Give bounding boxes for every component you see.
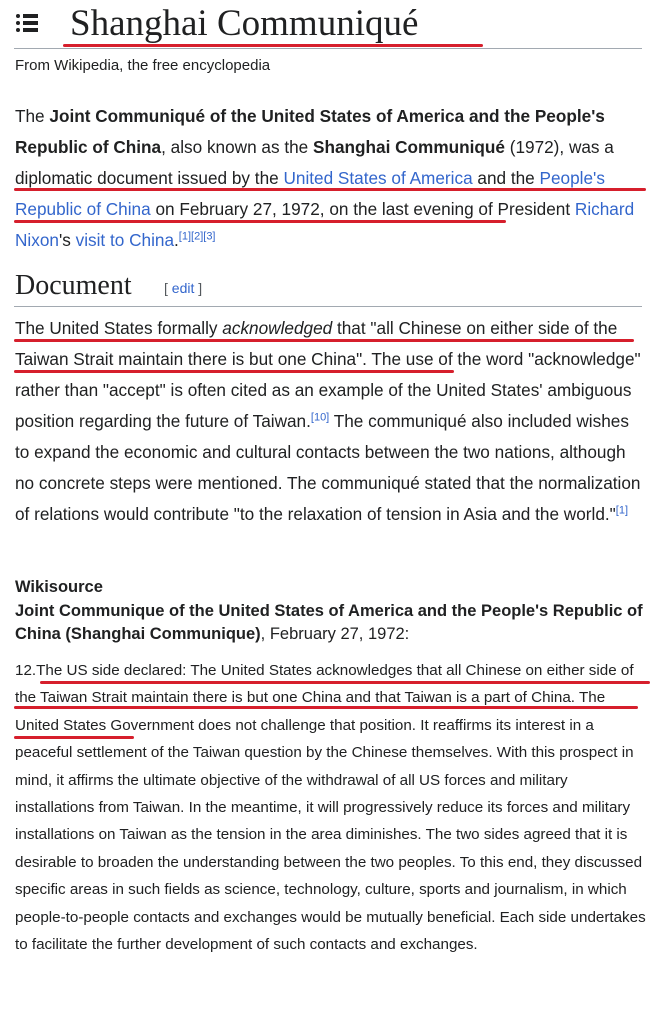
intro-paragraph: The Joint Communiqué of the United States of America and the People's Republic of China, also known as the Shanghai Communiqué (1972), was a diplomatic document issued by the United States of America and the People's Republic of China on February 27, 1972, on the last evening of President Richard Nixon's visit to China.[1][2][3]	[15, 106, 635, 250]
link-visit-to-china[interactable]: visit to China	[75, 230, 175, 250]
document-paragraph: The United States formally acknowledged that "all Chinese on either side of the Taiwan Strait maintain there is but one China". The use of the word "acknowledge" rather than "accept" is often cited as an example of the United States' ambiguous position regarding the future of Taiwan.[10] The communiqué also included wishes to expand the economic and cultural contacts between the two nations, although no concrete steps were mentioned. The communiqué stated that the normalization of relations would contribute "to the relaxation of tension in Asia and the world."[1]	[15, 318, 641, 524]
wikisource-quote: 12.The US side declared: The United States acknowledges that all Chinese on either side of the Taiwan Strait maintain there is but one China and that Taiwan is a part of China. The United States Government does not challenge that position. It reaffirms its interest in a peaceful settlement of the Taiwan question by the Chinese themselves. With this prospect in mind, it affirms the ultimate objective of the withdrawal of all US forces and military installations from Taiwan. In the meantime, it will progressively reduce its forces and military installations on Taiwan as the tension in the area diminishes. The two sides agreed that it is desirable to broaden the understanding between the two peoples. To this end, they discussed specific areas in such fields as science, technology, culture, sports and journalism, in which people-to-people contacts and exchanges would be mutually beneficial. Each side undertakes to facilitate the further development of such contacts and exchanges.	[15, 662, 646, 954]
highlight-underline	[14, 339, 634, 342]
highlight-underline	[40, 681, 650, 684]
section-divider	[14, 306, 642, 307]
link-prc[interactable]: People's Republic of China	[15, 168, 605, 219]
section-edit-link[interactable]: [ edit ]	[164, 280, 203, 296]
wikisource-label: Wikisource	[15, 578, 103, 596]
tagline: From Wikipedia, the free encyclopedia	[15, 57, 271, 74]
link-richard-nixon[interactable]: Richard Nixon	[15, 199, 635, 250]
hamburger-menu-icon[interactable]	[16, 13, 38, 33]
highlight-underline	[14, 706, 638, 709]
title-divider	[14, 48, 642, 49]
page-header	[0, 0, 656, 50]
section-heading-document: Document	[15, 270, 132, 301]
highlight-underline	[14, 188, 646, 191]
reference-links[interactable]: [1][2][3]	[178, 230, 216, 243]
reference-1[interactable]: [1]	[615, 504, 628, 517]
link-united-states[interactable]: United States of America	[283, 168, 473, 188]
highlight-underline-title	[63, 44, 483, 47]
page-title: Shanghai Communiqué	[70, 3, 419, 44]
wikisource-title: Joint Communique of the United States of America and the People's Republic of China (Shanghai Communique), February 27, 1972:	[15, 602, 643, 643]
highlight-underline	[14, 220, 506, 223]
reference-10[interactable]: [10]	[310, 411, 330, 424]
highlight-underline	[14, 736, 134, 739]
highlight-underline	[14, 370, 454, 373]
